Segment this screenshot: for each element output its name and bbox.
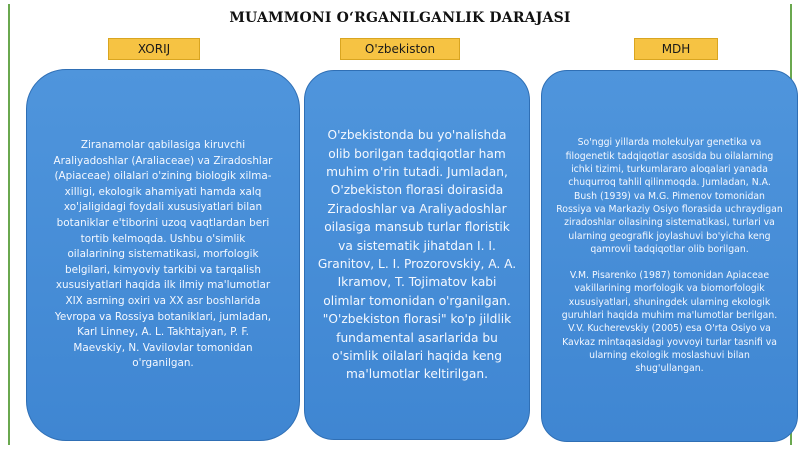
- panel-mdh: [541, 70, 798, 442]
- panel-uzbekiston: [304, 70, 530, 440]
- tag-xorij: XORIJ: [108, 38, 200, 60]
- panel-uzbekiston-text: O'zbekistonda bu yo'nalishda olib borilgan tadqiqotlar ham muhim o'rin tutadi. Jumladan, O'zbekiston florasi doirasida Ziradoshlar va Araliyadoshlar oilasiga mansub turlar floristik va sistematik jihatdan I. I. Granitov, L. I. Prozorovskiy, A. A. Ikramov, T. Tojimatov kabi olimlar tomonidan o'rganilgan. "O'zbekiston florasi" ko'p jildlik fundamental asarlarida bu o'simlik oilalari haqida keng ma'lumotlar keltirilgan.: [317, 128, 517, 382]
- panel-mdh-text-1: So'nggi yillarda molekulyar genetika va filogenetik tadqiqotlar asosida bu oilalarning ichki tizimi, turkumlararo aloqalari yanada chuqurroq tahlil qilinmoqda. Jumladan, N.A. Bush (1939) va M.G. Pimenov tomonidan Rossiya va Markaziy Osiyo florasida uchraydigan ziradoshlar oilasining sistematikasi, turlari va ularning geografik joylashuvi bo'yicha keng qamrovli tadqiqotlar olib borilgan.: [556, 137, 783, 255]
- panel-xorij: [26, 69, 300, 441]
- tag-uzbekiston: O'zbekiston: [340, 38, 460, 60]
- tag-mdh: MDH: [634, 38, 718, 60]
- panel-mdh-text-2: V.M. Pisarenko (1987) tomonidan Apiaceae vakillarining morfologik va biomorfologik xususiyatlari, shuningdek ularning ekologik guruhlari haqida muhim ma'lumotlar berilgan. V.V. Kucherevskiy (2005) esa O'rta Osiyo va Kavkaz mintaqasidagi yovvoyi turlar tasnifi va ularning ekologik moslashuvi bilan shug'ullangan.: [561, 270, 778, 375]
- panel-xorij-text: Ziranamolar qabilasiga kiruvchi Araliyadoshlar (Araliaceae) va Ziradoshlar (Apiaceae) oilalari o'zining biologik xilma-xilligi, ekologik ahamiyati hamda xalq xo'jaligidagi foydali xususiyatlari bilan botaniklar e'tiborini uzoq vaqtlardan beri tortib kelmoqda. Ushbu o'simlik oilalarining sistematikasi, morfologik belgilari, kimyoviy tarkibi va tarqalish xususiyatlari haqida ilk ilmiy ma'lumotlar XIX asrning oxiri va XX asr boshlarida Yevropa va Rossiya botaniklari, jumladan, Karl Linney, A. L. Takhtajyan, P. F. Maevskiy, N. Vavilovlar tomonidan o'rganilgan.: [53, 139, 273, 370]
- slide-title: MUAMMONI O‘RGANILGANLIK DARAJASI: [229, 10, 571, 26]
